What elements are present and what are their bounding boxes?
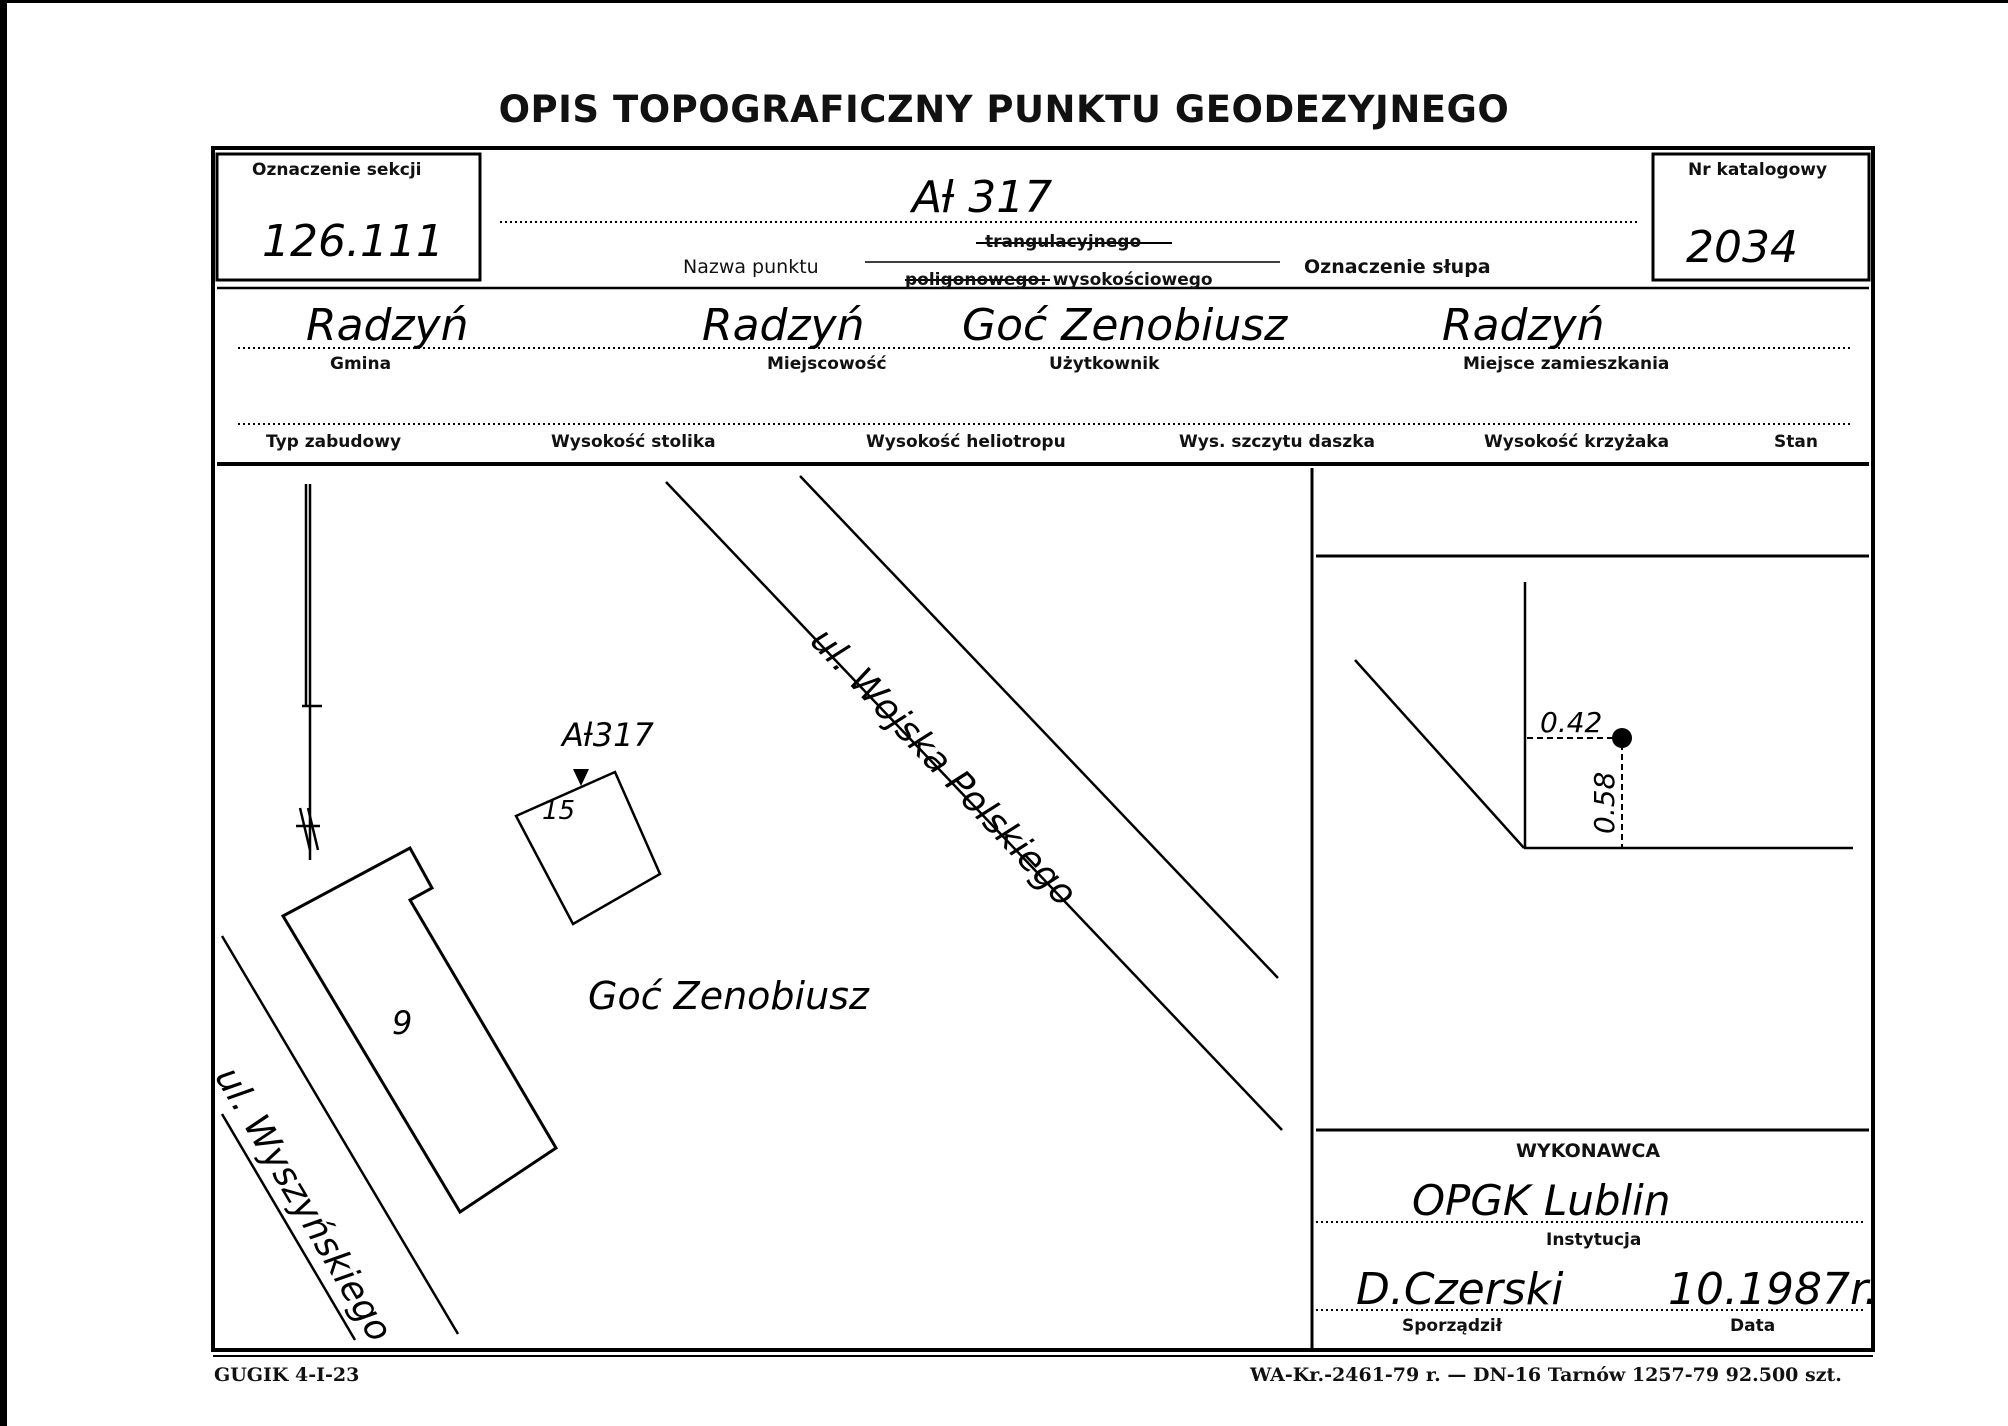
wys-szczytu-label: Wys. szczytu daszka xyxy=(1179,432,1375,452)
author-label: Sporządził xyxy=(1402,1316,1503,1336)
street-wojska-line-2 xyxy=(800,476,1278,978)
distance-horizontal: 0.42 xyxy=(1540,706,1603,739)
date-label: Data xyxy=(1730,1316,1776,1336)
section-value: 126.111 xyxy=(262,216,444,267)
zamieszkanie-label: Miejsce zamieszkania xyxy=(1463,354,1670,374)
owner-label: Goć Zenobiusz xyxy=(588,974,869,1018)
miejscowosc-label: Miejscowość xyxy=(767,354,887,374)
footer-left: GUGIK 4-I-23 xyxy=(214,1364,360,1386)
typ-zabudowy-label: Typ zabudowy xyxy=(266,432,402,452)
author-value: D.Czerski xyxy=(1356,1264,1564,1315)
footer-right: WA-Kr.-2461-79 r. — DN-16 Tarnów 1257-79 92.500 szt. xyxy=(1250,1364,1842,1386)
uzytkownik-label: Użytkownik xyxy=(1049,354,1160,374)
type-struck-2: poligonowego xyxy=(905,270,1040,290)
building-small-number: 15 xyxy=(542,796,576,826)
pillar-label: Oznaczenie słupa xyxy=(1304,256,1491,278)
stan-label: Stan xyxy=(1774,432,1818,452)
gmina-label: Gmina xyxy=(330,354,392,374)
distance-vertical: 0.58 xyxy=(1588,771,1621,834)
gmina-value: Radzyń xyxy=(306,300,469,351)
catalog-value: 2034 xyxy=(1686,222,1798,273)
section-label: Oznaczenie sekcji xyxy=(252,160,422,180)
point-marker-icon xyxy=(1612,728,1632,748)
zamieszkanie-value: Radzyń xyxy=(1442,300,1605,351)
point-label: Aƚ317 xyxy=(562,716,654,754)
wys-heliotropu-label: Wysokość heliotropu xyxy=(866,432,1066,452)
miejscowosc-value: Radzyń xyxy=(702,300,865,351)
form-title: OPIS TOPOGRAFICZNY PUNKTU GEODEZYJNEGO xyxy=(498,88,1510,131)
point-name-label: Nazwa punktu xyxy=(683,256,819,278)
wys-stolika-label: Wysokość stolika xyxy=(551,432,716,452)
type-struck-1: trangulacyjnego xyxy=(985,232,1142,252)
date-value: 10.1987r. xyxy=(1668,1264,1878,1315)
catalog-label: Nr katalogowy xyxy=(1688,160,1828,180)
point-value: Aƚ 317 xyxy=(912,172,1053,223)
street-wyszynski-label: ul. Wyszyńskiego xyxy=(206,1060,400,1349)
wys-krzyzaka-label: Wysokość krzyżaka xyxy=(1484,432,1670,452)
building-small xyxy=(516,772,660,924)
contractor-heading: WYKONAWCA xyxy=(1516,1140,1661,1162)
building-large-number: 9 xyxy=(392,1004,413,1042)
institution-value: OPGK Lublin xyxy=(1412,1176,1671,1225)
street-wojska-label: ul. Wojska Polskiego xyxy=(802,620,1085,915)
uzytkownik-value: Goć Zenobiusz xyxy=(962,300,1288,351)
building-large xyxy=(283,848,556,1212)
type-active: : wysokościowego xyxy=(1040,270,1213,290)
institution-label: Instytucja xyxy=(1546,1230,1642,1250)
north-arrow-icon xyxy=(296,484,322,860)
